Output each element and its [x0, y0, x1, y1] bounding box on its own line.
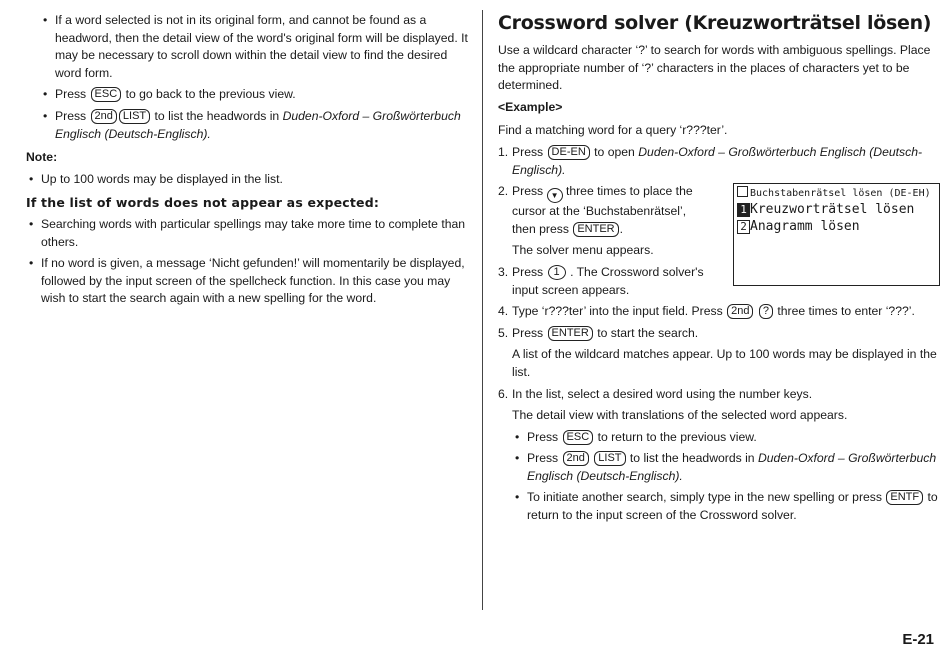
- enter-key: ENTER: [573, 222, 618, 237]
- 2nd-key: 2nd: [727, 304, 753, 319]
- down-arrow-key-icon: ▼: [547, 188, 563, 203]
- text: Press: [512, 264, 544, 279]
- step-number: 1.: [498, 144, 509, 159]
- text: If a word selected is not in its original form, and cannot be found as a headword, then the detail view of the word's original form will be displayed. It may be necessary to scroll down within the detail view to find the desired word form.: [55, 13, 468, 80]
- step-2: [498, 183, 708, 238]
- text: three times to enter ‘???’.: [777, 304, 915, 319]
- step-number: 2.: [498, 184, 509, 199]
- step-3: [498, 264, 726, 299]
- section-heading: If the list of words does not appear as expected:: [26, 195, 380, 211]
- step-1: [498, 144, 938, 179]
- right-column: [498, 10, 938, 529]
- question-key: ?: [759, 304, 773, 319]
- example-text: Find a matching word for a query ‘r???ter’.: [498, 123, 728, 138]
- screen-menu-title: [737, 186, 936, 201]
- list-key: LIST: [119, 109, 150, 124]
- screen-menu-item-1: [737, 201, 936, 218]
- list-item: [512, 429, 938, 447]
- text: . The Crossword solver's input screen appears.: [512, 264, 704, 297]
- list-item: [40, 86, 470, 104]
- entf-key: ENTF: [886, 490, 923, 505]
- text: Press: [527, 429, 559, 444]
- step-number: 4.: [498, 304, 509, 319]
- step-number: 6.: [498, 386, 509, 401]
- esc-key: ESC: [563, 430, 594, 445]
- list-key: LIST: [594, 451, 625, 466]
- 2nd-key: 2nd: [91, 109, 117, 124]
- dictionary-title: Duden-Oxford – Großwörterbuch Englisch (Deutsch-Englisch).: [512, 144, 923, 177]
- 1-key: 1: [548, 265, 566, 280]
- screen-menu-item-2: [737, 218, 936, 235]
- list-item: [512, 450, 938, 485]
- text: Press: [527, 451, 559, 466]
- dictionary-title: Duden-Oxford – Großwörterbuch Englisch (Deutsch-Englisch).: [55, 108, 461, 141]
- text: to open: [594, 144, 635, 159]
- text: Press: [55, 108, 87, 123]
- checkbox-icon: [737, 186, 748, 197]
- menu-number: 2: [737, 220, 750, 234]
- enter-key: ENTER: [548, 326, 593, 341]
- text: Press: [55, 87, 87, 102]
- menu-number: 1: [737, 203, 750, 217]
- text: to list the headwords in: [629, 451, 755, 466]
- text: Buchstabenrätsel lösen (DE-EH): [750, 188, 931, 199]
- de-en-key: DE-EN: [548, 145, 590, 160]
- text: To initiate another search, simply type in the new spelling or press: [527, 490, 882, 505]
- text: to list the headwords in: [154, 108, 280, 123]
- step-4: [498, 303, 938, 321]
- intro-text: Use a wildcard character ‘?’ to search for words with ambiguous spellings. Place the appropriate number of ‘?’ characters in the places of characters yet to be determined.: [498, 43, 931, 93]
- list-item: [40, 12, 470, 82]
- text: to return to the previous view.: [597, 429, 757, 444]
- example-heading: <Example>: [498, 99, 563, 114]
- text: Anagramm lösen: [750, 219, 860, 234]
- text: In the list, select a desired word using the number keys.: [512, 386, 813, 401]
- page-number: E-21: [902, 631, 934, 649]
- text: Kreuzworträtsel lösen: [750, 202, 915, 217]
- column-divider: [482, 10, 483, 610]
- device-screen: [733, 183, 940, 286]
- step-5: [498, 325, 938, 343]
- list-item: [512, 489, 938, 524]
- text: Press: [512, 144, 544, 159]
- list-item: [26, 255, 470, 308]
- text: to return to the input screen of the Crossword solver.: [527, 490, 938, 523]
- step-number: 3.: [498, 264, 509, 279]
- text: If no word is given, a message ‘Nicht gefunden!’ will momentarily be displayed, followed by the input screen of the spellcheck function. In this case you may wish to start the search again with a new spelling for the word.: [41, 256, 465, 306]
- 2nd-key: 2nd: [563, 451, 589, 466]
- text: Press: [512, 184, 544, 199]
- dictionary-title: Duden-Oxford – Großwörterbuch Englisch (Deutsch-Englisch).: [527, 451, 937, 483]
- left-column: [26, 12, 470, 312]
- text: Press: [512, 325, 544, 340]
- list-item: [40, 108, 470, 143]
- text: to go back to the previous view.: [125, 87, 296, 102]
- list-item: [26, 216, 470, 251]
- step-6: [498, 386, 938, 404]
- list-item: [26, 171, 470, 189]
- step-2-result: The solver menu appears.: [512, 243, 654, 258]
- text: three times to place the cursor at the ‘Buchstabenrätsel’, then press: [512, 184, 693, 236]
- step-5-result: A list of the wildcard matches appear. Up to 100 words may be displayed in the list.: [512, 347, 937, 379]
- text: Searching words with particular spellings may take more time to complete than others.: [41, 216, 466, 249]
- step-6-result: The detail view with translations of the selected word appears.: [512, 408, 848, 423]
- step-number: 5.: [498, 325, 509, 340]
- esc-key: ESC: [91, 87, 122, 102]
- text: .: [619, 221, 623, 236]
- text: Up to 100 words may be displayed in the list.: [41, 171, 283, 186]
- note-heading: Note:: [26, 150, 58, 165]
- text: to start the search.: [597, 325, 699, 340]
- text: Type ‘r???ter’ into the input field. Press: [512, 304, 723, 319]
- page-title: Crossword solver (Kreuzworträtsel lösen): [498, 12, 932, 34]
